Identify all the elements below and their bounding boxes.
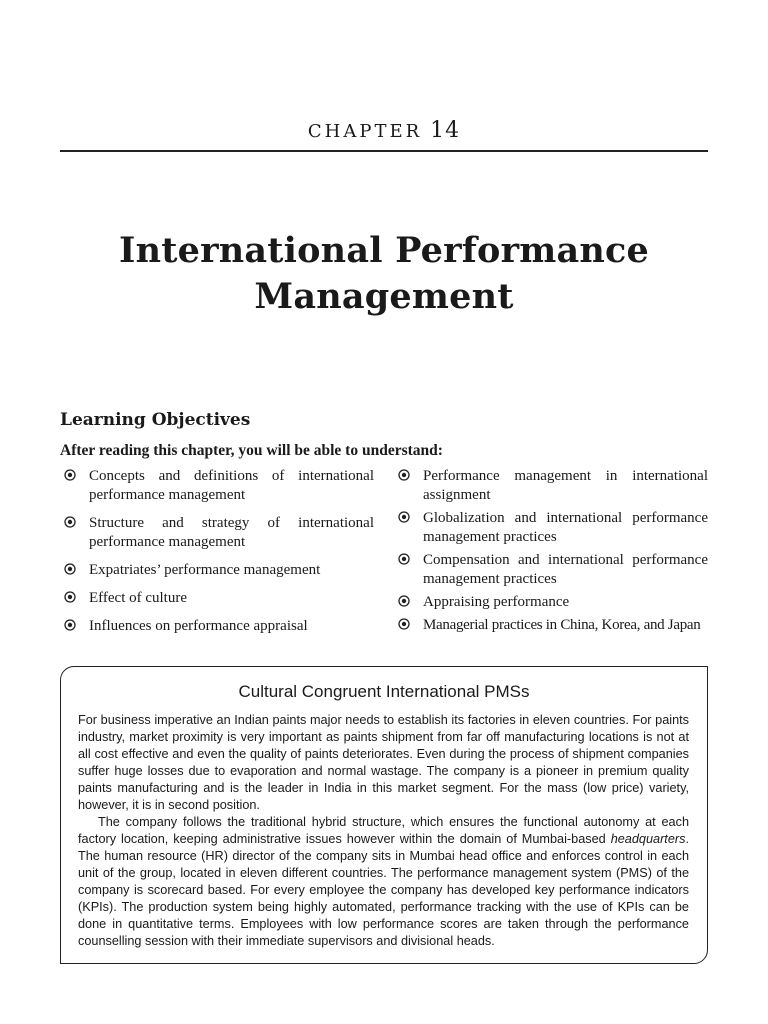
objective-item <box>396 509 708 547</box>
paragraph-2-end: . The human resource (HR) director of the company sits in Mumbai head office and enforces control in each unit of the group, located in eleven different countries. The performance management system (PMS) of the company is scorecard based. For every employee the company has developed key performance indicators (KPIs). The production system being highly automated, performance tracking with the use of KPIs can be done in quantitative terms. Employees with low performance scores are taken through the performance counselling session with their immediate supervisors and divisional heads. <box>78 832 689 948</box>
target-bullet-icon <box>398 469 410 481</box>
chapter-rule <box>60 150 708 152</box>
objective-text: Globalization and international performance management practices <box>423 510 708 545</box>
chapter-title-line-1: International Performance <box>119 230 649 271</box>
objective-item <box>62 589 374 608</box>
objectives-left-column <box>62 467 374 636</box>
objective-item <box>396 551 708 589</box>
target-bullet-icon <box>398 553 410 565</box>
objective-item <box>62 467 374 505</box>
objective-text: Performance management in international assignment <box>423 468 708 503</box>
case-study-paragraph-2 <box>78 814 689 950</box>
target-bullet-icon <box>398 618 410 630</box>
objective-text: Concepts and definitions of international performance management <box>89 468 374 503</box>
objective-text: Effect of culture <box>89 590 188 606</box>
target-bullet-icon <box>64 563 76 575</box>
paragraph-2-start: The company follows the traditional hybrid structure, which ensures the functional autonomy at each factory location, keeping administrative issues however within the domain of Mumbai-based <box>78 815 689 846</box>
objectives-right-column <box>396 467 708 635</box>
objective-item <box>396 467 708 505</box>
chapter-number: 14 <box>430 118 461 143</box>
learning-objectives-heading: Learning Objectives <box>60 410 251 430</box>
headquarters-emphasis: headquarters <box>610 832 686 846</box>
objective-text: Managerial practices in China, Korea, and Japan <box>423 617 701 633</box>
objective-text: Compensation and international performance management practices <box>423 552 708 587</box>
target-bullet-icon <box>64 591 76 603</box>
target-bullet-icon <box>64 619 76 631</box>
case-study-paragraph-1: For business imperative an Indian paints major needs to establish its factories in eleven countries. For paints industry, market proximity is very important as paints shipment from far off manufacturing locations is not at all cost effective and even the quality of paints deteriorates. Even during the process of shipment companies suffer huge losses due to evaporation and normal wastage. The company is a pioneer in premium quality paints manufacturing and is the leader in India in this market segment. For the mass (low price) variety, however, it is in second position. <box>78 713 689 812</box>
objective-item <box>396 593 708 612</box>
target-bullet-icon <box>64 516 76 528</box>
case-study-text <box>78 712 689 950</box>
objective-text: Influences on performance appraisal <box>89 618 308 634</box>
chapter-label: CHAPTER <box>307 121 423 142</box>
objective-item <box>62 514 374 552</box>
target-bullet-icon <box>398 511 410 523</box>
objective-item <box>396 616 708 635</box>
chapter-title-line-2: Management <box>254 276 514 317</box>
objective-item <box>62 617 374 636</box>
objective-text: Appraising performance <box>423 594 570 610</box>
objective-item <box>62 561 374 580</box>
target-bullet-icon <box>64 469 76 481</box>
chapter-heading <box>60 118 708 143</box>
case-study-title: Cultural Congruent International PMSs <box>238 682 530 701</box>
chapter-title <box>60 228 708 320</box>
objective-text: Expatriates’ performance management <box>89 562 321 578</box>
target-bullet-icon <box>398 595 410 607</box>
learning-objectives-subheading: After reading this chapter, you will be able to understand: <box>60 442 443 459</box>
objective-text: Structure and strategy of international performance management <box>89 515 374 550</box>
